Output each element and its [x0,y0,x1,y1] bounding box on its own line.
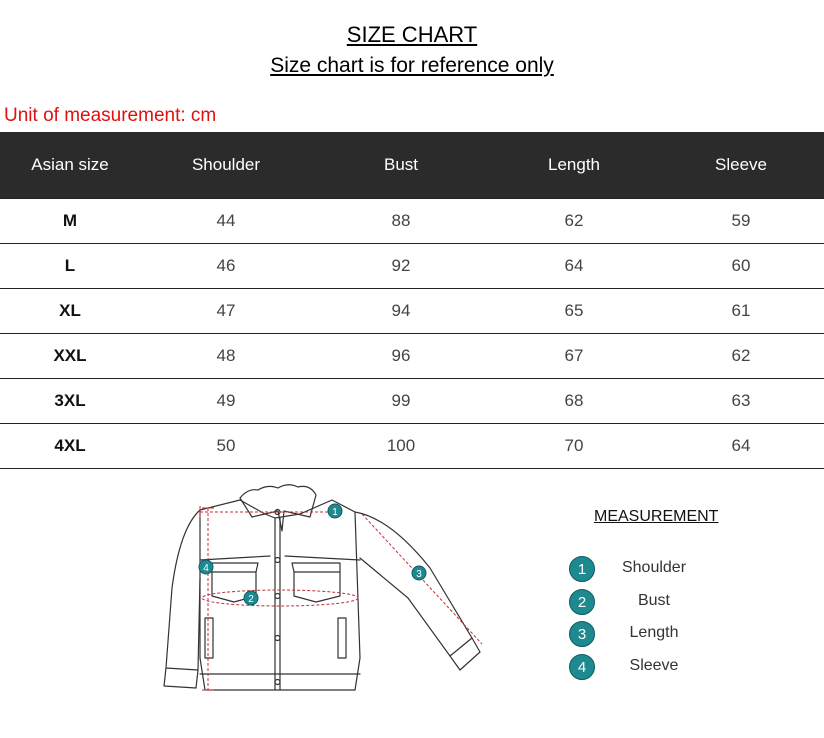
table-cell: 88 [391,211,411,230]
table-cell: 50 [216,436,236,455]
table-cell: 62 [564,211,584,230]
svg-text:2: 2 [248,594,254,605]
size-cell: XL [59,301,81,320]
legend-title: MEASUREMENT [594,508,719,525]
diagram-marker-3 [412,566,426,580]
table-cell: 44 [216,211,236,230]
legend-item-sleeve [569,654,749,680]
table-cell: 49 [216,391,236,410]
legend-item-shoulder [569,556,749,582]
table-cell: 96 [391,346,411,365]
size-cell: 3XL [54,391,86,410]
column-header: Length [548,155,600,174]
legend-item-bust [569,589,749,615]
table-cell: 61 [731,301,751,320]
legend-item-length [569,621,749,647]
page-subtitle: Size chart is for reference only [270,54,554,77]
column-header: Sleeve [715,155,767,174]
size-cell: XXL [53,346,87,365]
table-row [0,334,824,379]
legend-label: Bust [637,592,670,609]
table-row [0,424,824,469]
legend-label: Sleeve [629,657,679,674]
number-badge: 3 [569,621,595,647]
diagram-marker-4 [199,560,213,574]
table-cell: 62 [731,346,751,365]
diagram-marker-1 [328,504,342,518]
table-cell: 67 [564,346,584,365]
column-header: Bust [383,155,419,174]
legend-label: Shoulder [621,559,687,576]
column-header: Shoulder [191,155,261,174]
legend-label: Length [629,624,679,641]
left-sleeve [166,510,200,670]
size-cell: L [64,256,76,275]
column-header: Asian size [31,155,109,174]
table-cell: 64 [731,436,751,455]
collar-outline [240,485,316,531]
table-cell: 100 [386,436,416,455]
unit-note: Unit of measurement: cm [4,105,217,126]
page-title: SIZE CHART [346,22,478,47]
table-header [0,132,824,198]
size-cell: M [62,211,78,230]
number-badge: 4 [569,654,595,680]
size-table [0,132,824,469]
diagram-marker-2 [244,591,258,605]
table-cell: 99 [391,391,411,410]
table-cell: 46 [216,256,236,275]
table-cell: 94 [391,301,411,320]
table-cell: 65 [564,301,584,320]
number-badge: 2 [569,589,595,615]
table-cell: 70 [564,436,584,455]
table-cell: 47 [216,301,236,320]
svg-text:3: 3 [416,569,422,580]
table-cell: 60 [731,256,751,275]
table-cell: 92 [391,256,411,275]
size-cell: 4XL [54,436,86,455]
table-cell: 64 [564,256,584,275]
right-sleeve [355,512,472,656]
jacket-diagram [150,478,500,703]
table-row [0,289,824,334]
table-cell: 48 [216,346,236,365]
svg-text:1: 1 [332,507,338,518]
number-badge: 1 [569,556,595,582]
table-row [0,198,824,244]
table-row [0,244,824,289]
table-cell: 68 [564,391,584,410]
svg-text:4: 4 [203,563,209,574]
table-cell: 63 [731,391,751,410]
table-row [0,379,824,424]
table-cell: 59 [731,211,751,230]
